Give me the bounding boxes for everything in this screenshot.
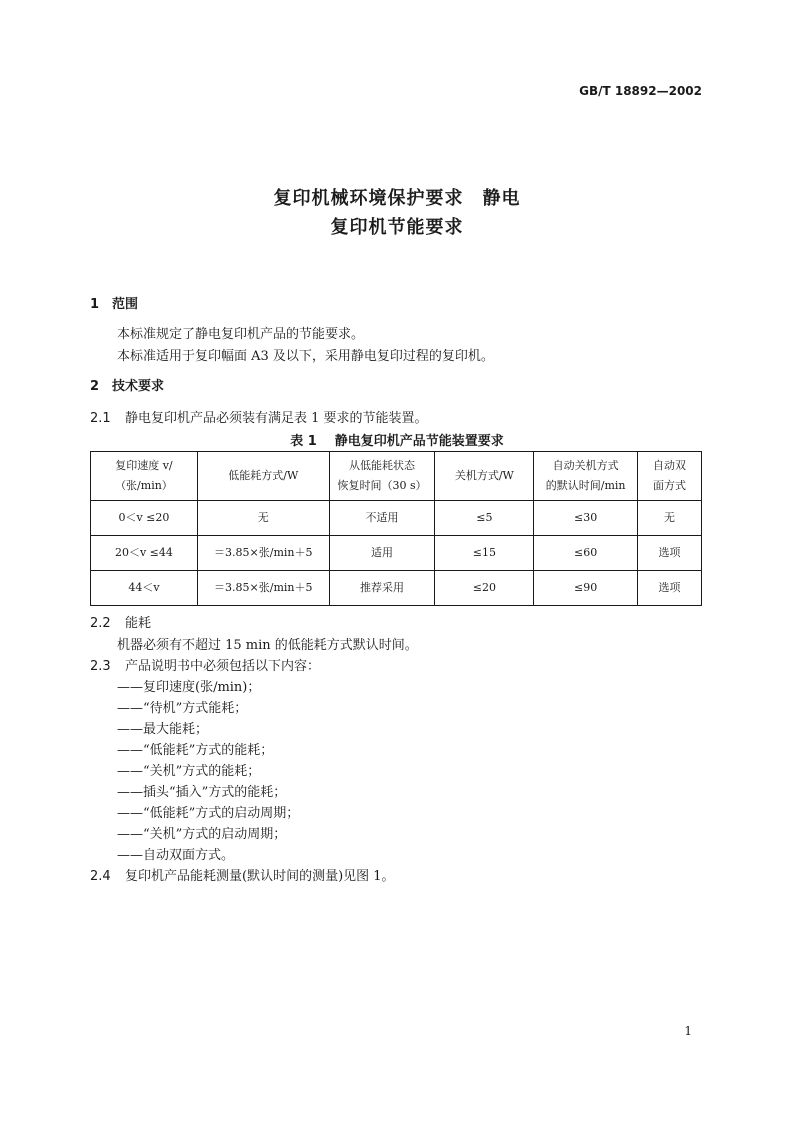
list-item: ——“待机”方式能耗； — [117, 701, 248, 716]
cell-recovery: 推荐采用 — [329, 571, 435, 606]
header-copy-speed: 复印速度 v/ （张/min） — [91, 452, 198, 501]
header-low-power-mode: 低能耗方式/W — [197, 452, 329, 501]
list-item: ——“关机”方式的能耗； — [117, 764, 261, 779]
clause-text: 静电复印机产品必须装有满足表 1 要求的节能装置。 — [125, 411, 428, 426]
cell-duplex: 选项 — [638, 571, 702, 606]
table-caption-title: 静电复印机产品节能装置要求 — [334, 434, 504, 449]
cell-duplex: 选项 — [638, 536, 702, 571]
scope-paragraph-2: 本标准适用于复印幅面 A3 及以下，采用静电复印过程的复印机。 — [117, 349, 494, 364]
cell-speed: 20＜v ≤44 — [91, 536, 198, 571]
clause-2-2-text: 机器必须有不超过 15 min 的低能耗方式默认时间。 — [117, 638, 418, 653]
section-title: 技术要求 — [112, 379, 165, 394]
standard-number: GB/T 18892—2002 — [579, 84, 702, 98]
clause-2-4 — [90, 865, 395, 884]
cell-off-mode: ≤20 — [435, 571, 534, 606]
list-item: ——“低能耗”方式的启动周期； — [117, 806, 300, 821]
section-2-heading — [90, 375, 164, 394]
clause-number: 2.1 — [90, 411, 111, 426]
table-caption — [0, 430, 794, 449]
cell-off-mode: ≤5 — [435, 501, 534, 536]
list-item: ——“低能耗”方式的能耗； — [117, 743, 274, 758]
header-auto-duplex: 自动双 面方式 — [638, 452, 702, 501]
section-number: 2 — [90, 379, 100, 394]
table-row — [91, 501, 702, 536]
section-title: 范围 — [112, 297, 139, 312]
section-number: 1 — [90, 297, 100, 312]
list-item: ——自动双面方式。 — [117, 848, 235, 863]
header-recovery-time: 从低能耗状态 恢复时间（30 s） — [329, 452, 435, 501]
page-number: 1 — [684, 1024, 692, 1038]
table-caption-label: 表 1 — [290, 434, 317, 449]
list-item: ——插头“插入”方式的能耗； — [117, 785, 287, 800]
clause-text: 复印机产品能耗测量(默认时间的测量)见图 1。 — [125, 869, 395, 884]
clause-2-3 — [90, 655, 320, 674]
cell-auto-off: ≤30 — [534, 501, 638, 536]
table-row — [91, 571, 702, 606]
cell-low-power: 无 — [197, 501, 329, 536]
cell-speed: 0＜v ≤20 — [91, 501, 198, 536]
table-row — [91, 536, 702, 571]
clause-text: 产品说明书中必须包括以下内容： — [125, 659, 321, 674]
clause-title: 能耗 — [125, 616, 152, 631]
clause-number: 2.3 — [90, 659, 111, 674]
clause-2-1 — [90, 407, 428, 426]
list-item: ——最大能耗； — [117, 722, 209, 737]
clause-number: 2.4 — [90, 869, 111, 884]
cell-auto-off: ≤90 — [534, 571, 638, 606]
section-1-heading — [90, 293, 138, 312]
list-item: ——“关机”方式的启动周期； — [117, 827, 287, 842]
cell-off-mode: ≤15 — [435, 536, 534, 571]
cell-duplex: 无 — [638, 501, 702, 536]
table-header-row — [91, 452, 702, 501]
list-item: ——复印速度(张/min)； — [117, 680, 261, 695]
cell-low-power: ＝3.85×张/min＋5 — [197, 536, 329, 571]
header-auto-off-default-time: 自动关机方式 的默认时间/min — [534, 452, 638, 501]
header-off-mode: 关机方式/W — [435, 452, 534, 501]
document-title-line1: 复印机械环境保护要求 静电 — [273, 188, 521, 209]
energy-saving-requirements-table — [90, 451, 702, 606]
clause-number: 2.2 — [90, 616, 111, 631]
cell-recovery: 不适用 — [329, 501, 435, 536]
document-title-line2: 复印机节能要求 — [330, 217, 464, 238]
cell-recovery: 适用 — [329, 536, 435, 571]
cell-speed: 44＜v — [91, 571, 198, 606]
cell-auto-off: ≤60 — [534, 536, 638, 571]
scope-paragraph-1: 本标准规定了静电复印机产品的节能要求。 — [117, 327, 365, 342]
clause-2-2-heading — [90, 612, 151, 631]
cell-low-power: ＝3.85×张/min＋5 — [197, 571, 329, 606]
